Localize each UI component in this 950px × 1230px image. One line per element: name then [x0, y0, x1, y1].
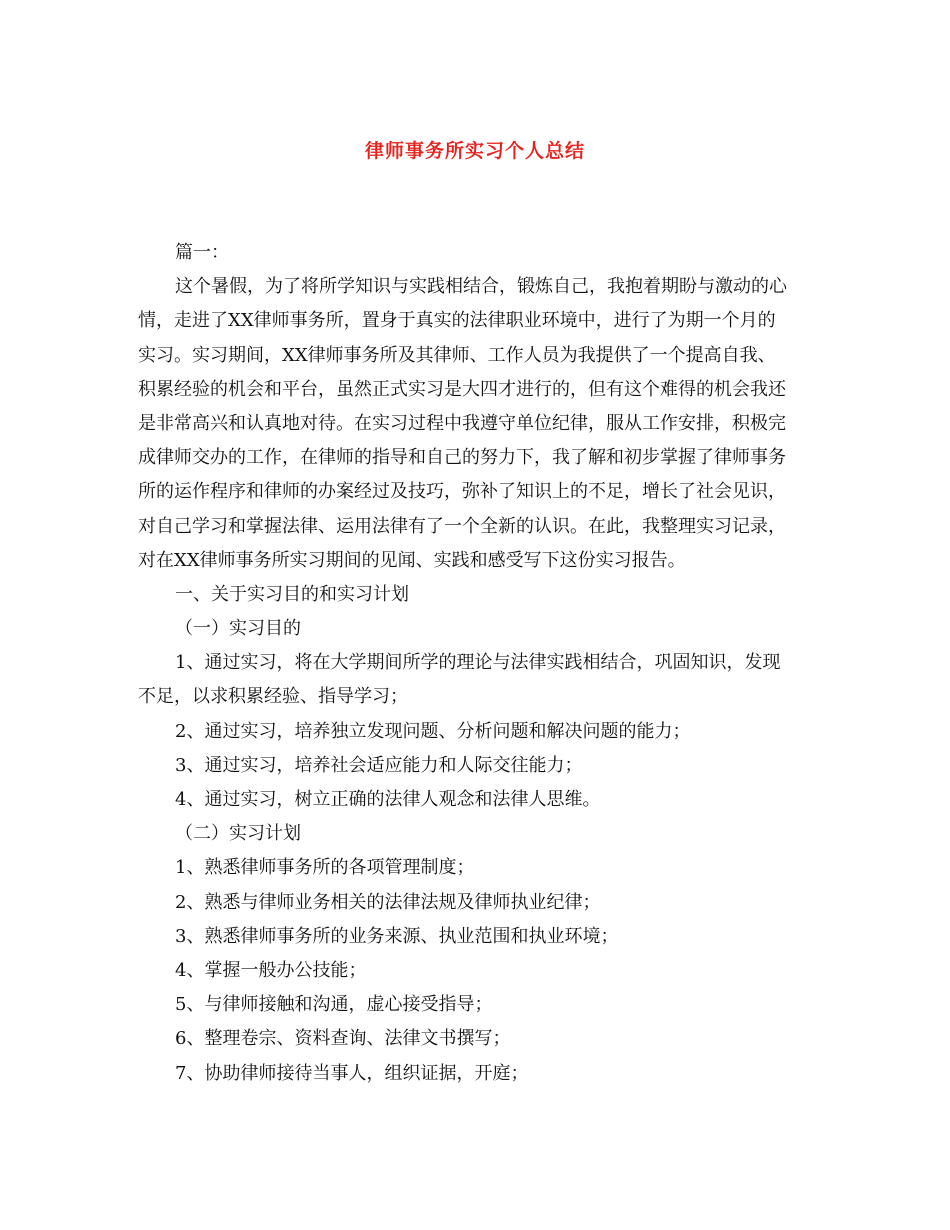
list-item: 2、熟悉与律师业务相关的法律法规及律师执业纪律； [175, 891, 601, 913]
paragraph-line: 情，走进了XX律师事务所，置身于真实的法律职业环境中，进行了为期一个月的 [138, 310, 776, 332]
paragraph-line: 实习。实习期间，XX律师事务所及其律师、工作人员为我提供了一个提高自我、 [138, 344, 776, 366]
paragraph-line: 所的运作程序和律师的办案经过及技巧，弥补了知识上的不足，增长了社会见识， [138, 481, 786, 503]
list-item: 3、熟悉律师事务所的业务来源、执业范围和执业环境； [175, 925, 619, 947]
purpose-list [138, 646, 810, 817]
list-item: 1、通过实习，将在大学期间所学的理论与法律实践相结合，巩固知识，发现 [175, 652, 781, 674]
document-title: 律师事务所实习个人总结 [364, 140, 585, 162]
paragraph-line: 是非常高兴和认真地对待。在实习过程中我遵守单位纪律，服从工作安排，积极完 [138, 412, 786, 434]
list-item-continuation: 不足，以求积累经验、指导学习； [138, 686, 408, 708]
list-item: 7、协助律师接待当事人，组织证据，开庭； [175, 1062, 529, 1084]
list-item: 1、熟悉律师事务所的各项管理制度； [175, 857, 475, 879]
paragraph-line: 积累经验的机会和平台，虽然正式实习是大四才进行的，但有这个难得的机会我还 [138, 378, 786, 400]
document-body [138, 236, 810, 1091]
section-label: 篇一： [175, 242, 229, 263]
paragraph-line: 成律师交办的工作，在律师的指导和自己的努力下，我了解和初步掌握了律师事务 [138, 447, 786, 469]
list-item: 2、通过实习，培养独立发现问题、分析问题和解决问题的能力； [175, 720, 691, 742]
paragraph-line: 这个暑假，为了将所学知识与实践相结合，锻炼自己，我抱着期盼与激动的心 [175, 276, 787, 298]
list-item: 4、掌握一般办公技能； [175, 959, 367, 981]
list-item: 3、通过实习，培养社会适应能力和人际交往能力； [175, 754, 583, 776]
paragraph-line: 对自己学习和掌握法律、运用法律有了一个全新的认识。在此，我整理实习记录， [138, 515, 786, 537]
plan-list [138, 851, 810, 1090]
paragraph-line: 对在XX律师事务所实习期间的见闻、实践和感受写下这份实习报告。 [138, 549, 686, 571]
intro-paragraph [138, 270, 810, 578]
section-heading: 一、关于实习目的和实习计划 [175, 583, 409, 605]
sub-heading-purpose: （一）实习目的 [175, 618, 301, 640]
list-item: 4、通过实习，树立正确的法律人观念和法律人思维。 [175, 789, 601, 810]
sub-heading-plan: （二）实习计划 [175, 823, 301, 845]
list-item: 5、与律师接触和沟通，虚心接受指导； [175, 994, 493, 1016]
list-item: 6、整理卷宗、资料查询、法律文书撰写； [175, 1028, 511, 1050]
